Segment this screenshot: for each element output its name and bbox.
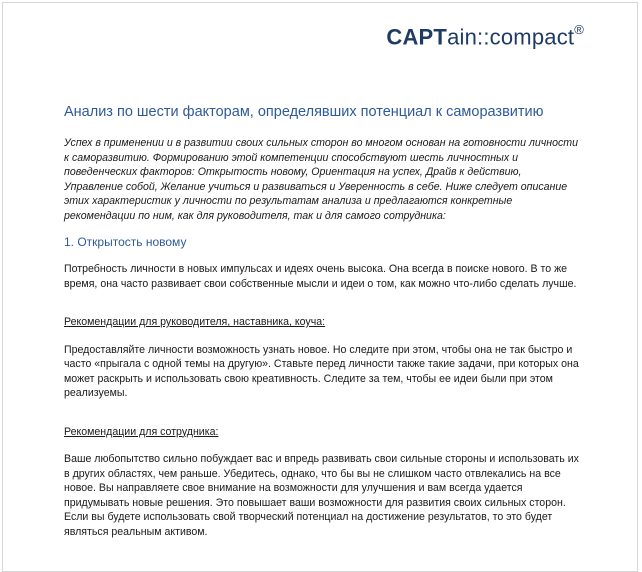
logo-light-part: ain::compact — [447, 24, 575, 50]
manager-recommendations-heading: Рекомендации для руководителя, наставника, коуча: — [64, 316, 326, 328]
intro-paragraph: Успех в применении и в развитии своих сильных сторон во многом основан на готовности личности к саморазвитию. Формированию этой компетенции способствуют шесть личностных и поведенческих факторов: Открытость новому, Ориентация на успех, Драйв к действию, Управление собой, Желание учиться и развиваться и Уверенность в себе. Ниже следует описание этих характеристик у личности по результатам анализа и предлагаются конкретные рекомендации по ним, как для руководителя, так и для самого сотрудника: — [64, 137, 579, 222]
openness-description: Потребность личности в новых импульсах и идеях очень высока. Она всегда в поиске нового. В то же время, она часто развивает свои собственные мысли и идеи о том, как можно что-либо сделать лучше. — [64, 263, 577, 290]
captain-compact-logo — [386, 24, 584, 50]
manager-recommendations-text: Предоставляйте личности возможность узнать новое. Но следите при этом, чтобы она не так быстро и часто «прыгала с одной темы на другую». Ставьте перед личности также такие задачи, при которых она может раскрыть и использовать свою креативность. Следите за тем, чтобы ее идеи были при этом реализуемы. — [64, 343, 579, 399]
employee-recommendations-text: Ваше любопытство сильно побуждает вас и впредь развивать свои сильные стороны и использовать их в других областях, чем раньше. Убедитесь, однако, что бы вы не слишком часто отвлекались на все новое. Вы направляете свое внимание на возможности для улучшения и вам всегда удается придумывать новые решения. Это повышает ваши возможности для развития своих сильных сторон. Если вы будете использовать свой творческий потенциал на достижение результатов, то это будет являться реальным активом. — [64, 453, 579, 538]
document-content — [64, 104, 582, 561]
section-title-openness: 1. Открытость новому — [64, 235, 187, 249]
registered-mark: ® — [574, 22, 584, 37]
employee-recommendations-heading: Рекомендации для сотрудника: — [64, 425, 219, 438]
document-title: Анализ по шести факторам, определявших потенциал к саморазвитию — [64, 104, 544, 120]
logo-bold-part: CAPT — [386, 24, 448, 50]
